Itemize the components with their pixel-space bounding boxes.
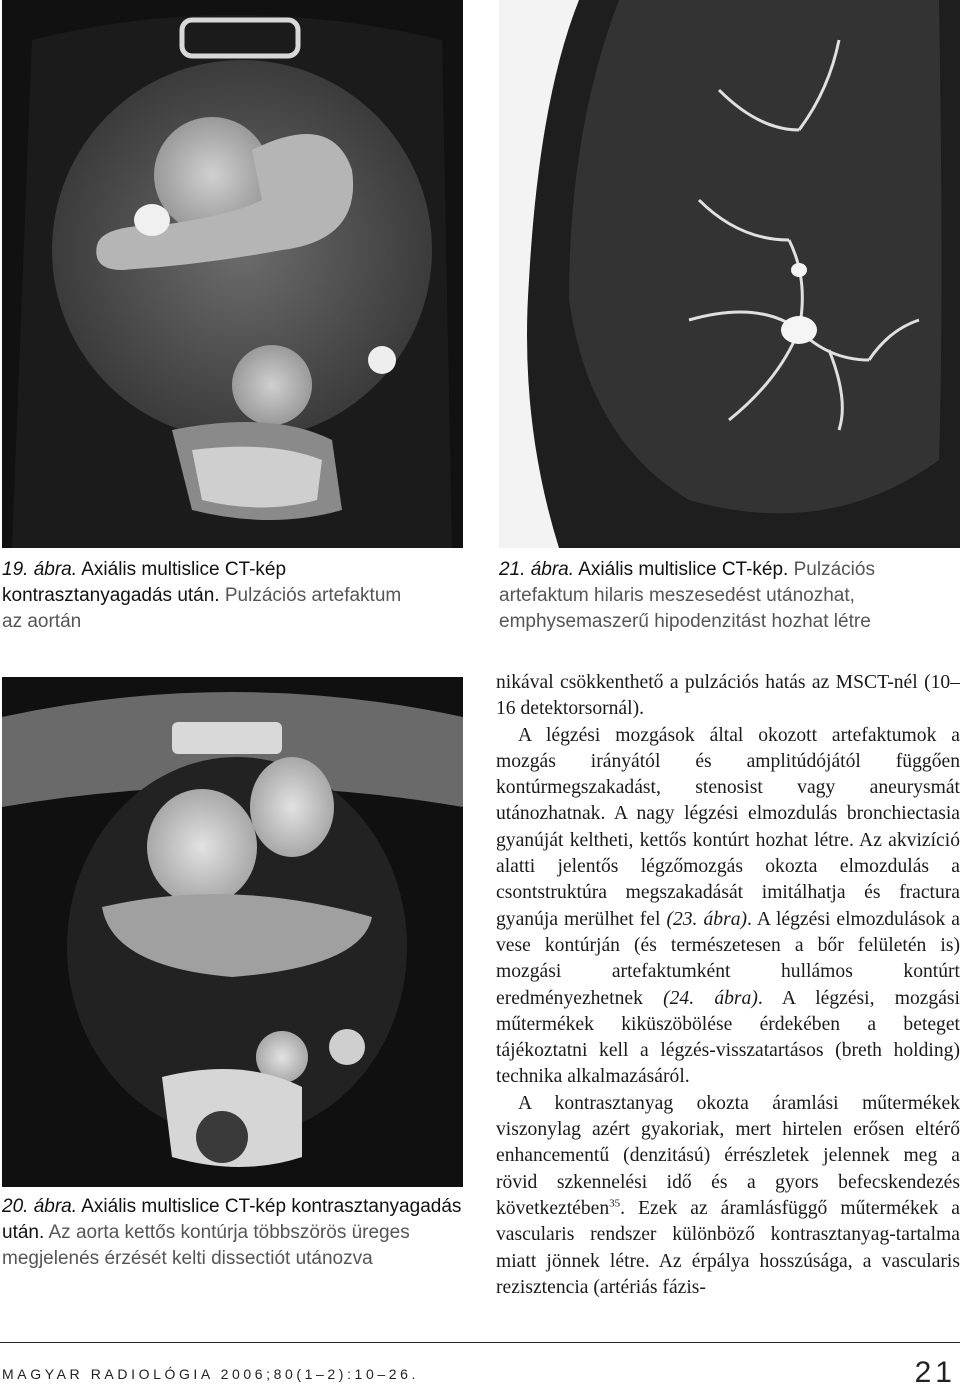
paragraph-2-part-c: . A légzési, mozgási műtermékek kiküszöbölése érdekében a beteget tájékoztatni kell a légzés-visszatartásos (breth holding) technika alkalmazásáról. (496, 987, 960, 1088)
figure-21-caption (499, 557, 919, 635)
figure-20-title: Axiális multislice CT-kép kontrasztanyagadás után. (2, 1196, 462, 1243)
figure-ref-23: (23. ábra) (666, 908, 748, 930)
paragraph-2-part-b: . A légzési elmozdulások a vese kontúrján (és természetesen a bőr felületén is) mozgási artefaktumként hullámos kontúrt eredményezhetnek (496, 908, 960, 1009)
paragraph-3 (496, 1091, 960, 1301)
paragraph-3-part-a: A kontrasztanyag okozta áramlási műtermékek viszonylag azért gyakoriak, mert hirtelen erősen eltérő enhancementű (denzitású) érrészletek jelennek meg a rövid szkennelési idő és a gyors befecskendezés következtében (496, 1092, 960, 1219)
figure-19-caption (2, 557, 417, 635)
figure-21-image (499, 0, 960, 548)
paragraph-2 (496, 723, 960, 1091)
figure-21-label: 21. ábra. (499, 559, 574, 580)
figure-20-caption (2, 1194, 462, 1272)
footer-divider (0, 1342, 960, 1343)
paragraph-3-part-b: . Ezek az áramlásfüggő műtermékek a vascularis rendszer különböző kontrasztanyag-tartalma miatt jönnek létre. Az érpálya hosszúsága, a vascularis rezisztencia (artériás fázis- (496, 1197, 960, 1298)
figure-21-text: Pulzációs artefaktum hilaris meszesedést utánozhat, emphysemaszerű hipodenzitást hozhat létre (499, 559, 875, 632)
article-body (496, 670, 960, 1301)
paragraph-2-part-a: A légzési mozgások által okozott artefaktumok a mozgás irányától és amplitúdójától függően kontúrmegszakadást, stenosist vagy aneurysmát utánozhatnak. A nagy légzési elmozdulás bronchiectasia gyanúját keltheti, kettős kontúrt hozhat létre. Az akvizíció alatti jelentős légzőmozgás okozta elmozdulás a csontstruktúra megszakadását imitálhatja és fractura gyanúja merülhet fel (496, 724, 960, 930)
figure-19-image (2, 0, 463, 548)
figure-ref-24: (24. ábra) (663, 987, 758, 1009)
figure-20-image (2, 677, 463, 1187)
figure-21-title: Axiális multislice CT-kép. (578, 559, 789, 580)
citation-35: 35 (609, 1197, 621, 1210)
figure-19-label: 19. ábra. (2, 559, 77, 580)
figure-20-text: Az aorta kettős kontúrja többszörös üreges megjelenés érzését kelti dissectiót utánozva (2, 1222, 410, 1269)
paragraph-1: nikával csökkenthető a pulzációs hatás az MSCT-nél (10–16 detektorsornál). (496, 672, 960, 720)
figure-19-title: Axiális multislice CT-kép kontrasztanyagadás után. (2, 559, 287, 606)
journal-citation: MAGYAR RADIOLÓGIA 2006;80(1–2):10–26. (2, 1366, 419, 1382)
page-footer (0, 1356, 960, 1392)
page-number: 21 (914, 1356, 956, 1389)
figure-19-text: Pulzációs artefaktum az aortán (2, 585, 402, 632)
figure-20-label: 20. ábra. (2, 1196, 77, 1217)
